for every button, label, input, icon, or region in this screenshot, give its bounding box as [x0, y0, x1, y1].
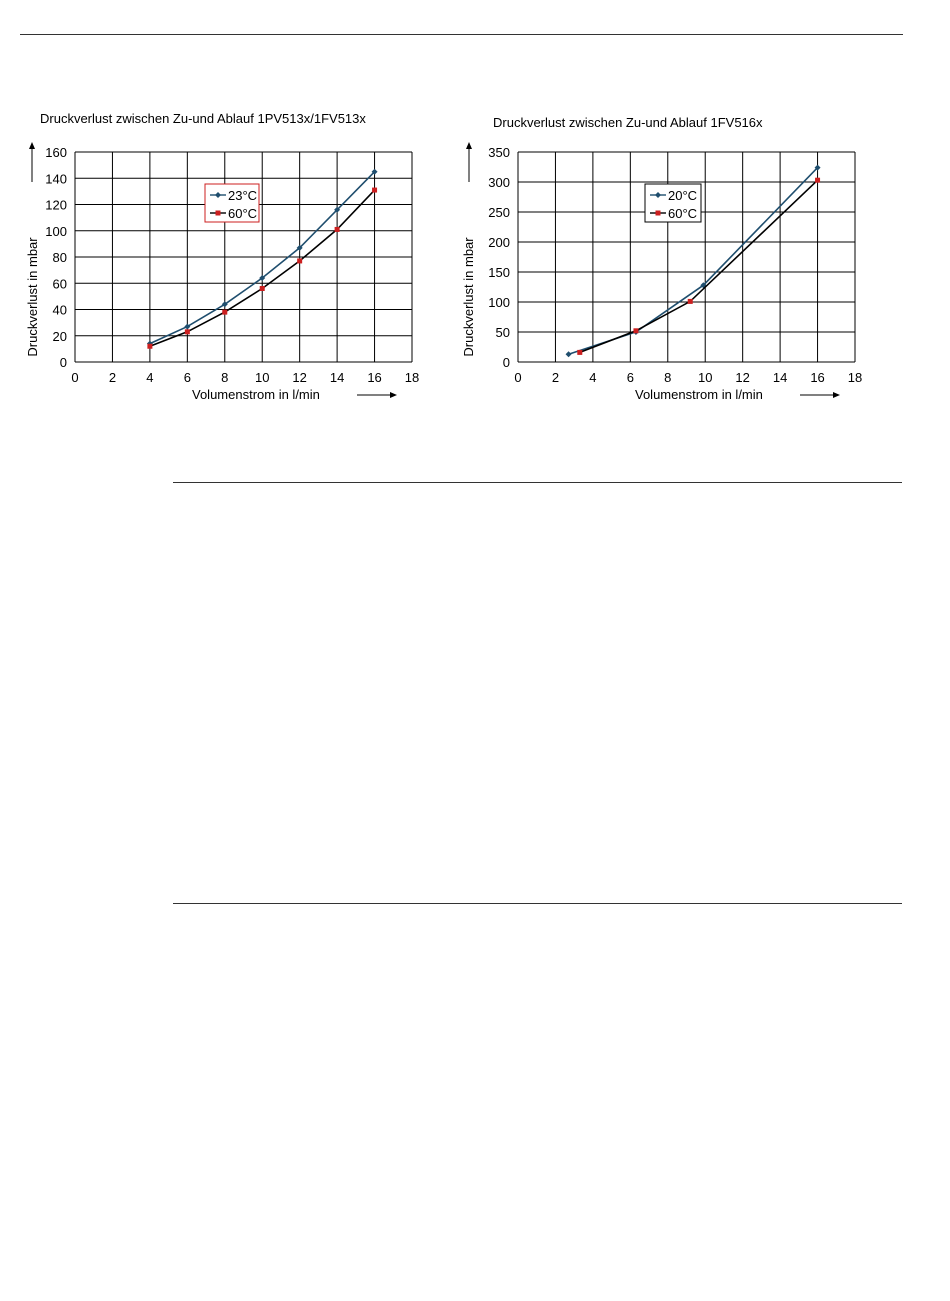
y-axis-arrow-head [466, 142, 472, 149]
y-tick-label: 80 [52, 250, 67, 265]
x-tick-label: 18 [404, 370, 420, 385]
data-point [815, 178, 820, 183]
x-tick-label: 12 [735, 370, 750, 385]
section-divider [173, 903, 902, 904]
y-tick-label: 60 [52, 276, 67, 292]
legend-label: 20°C [668, 188, 698, 203]
legend-marker [216, 211, 221, 216]
x-tick-label: 2 [108, 370, 117, 385]
x-tick-label: 6 [626, 370, 634, 385]
data-point [633, 328, 638, 333]
x-tick-label: 14 [772, 370, 788, 385]
data-point [372, 188, 377, 193]
data-point [335, 227, 340, 232]
data-point [566, 351, 572, 357]
y-tick-label: 250 [488, 205, 510, 220]
y-tick-label: 300 [488, 175, 510, 190]
y-tick-label: 20 [52, 328, 67, 344]
x-axis-arrow-head [390, 392, 397, 398]
y-tick-label: 50 [495, 325, 510, 340]
x-tick-label: 10 [697, 370, 713, 385]
legend-label: 23°C [228, 188, 258, 203]
x-axis-arrow-head [833, 392, 840, 398]
x-tick-label: 2 [551, 370, 560, 385]
y-axis-arrow-head [29, 142, 35, 149]
y-axis-label: Druckverlust in mbar [25, 237, 40, 357]
x-tick-label: 12 [292, 370, 307, 385]
x-tick-label: 6 [183, 370, 191, 385]
x-tick-label: 16 [367, 370, 382, 385]
y-tick-label: 120 [45, 197, 67, 213]
y-tick-label: 0 [59, 355, 67, 370]
y-tick-label: 100 [45, 223, 67, 239]
x-tick-label: 16 [810, 370, 825, 385]
x-tick-label: 14 [329, 370, 345, 385]
x-tick-label: 18 [847, 370, 863, 385]
y-tick-label: 140 [45, 171, 67, 187]
y-axis-label: Druckverlust in mbar [461, 237, 476, 357]
x-tick-label: 4 [589, 370, 597, 385]
legend-label: 60°C [668, 206, 698, 221]
pressure-loss-chart-1fv516x [455, 100, 895, 410]
chart-title: Druckverlust zwischen Zu-und Ablauf 1FV516x [493, 115, 763, 130]
data-point [577, 350, 582, 355]
data-point [147, 344, 152, 349]
y-tick-label: 40 [52, 302, 67, 318]
y-tick-label: 150 [488, 265, 510, 280]
y-tick-label: 0 [502, 355, 510, 370]
x-tick-label: 0 [71, 370, 79, 385]
pressure-loss-chart-1pv513x [0, 100, 440, 410]
x-tick-label: 0 [514, 370, 522, 385]
legend-marker [656, 211, 661, 216]
x-tick-label: 10 [254, 370, 270, 385]
x-tick-label: 8 [221, 370, 229, 385]
x-axis-label: Volumenstrom in l/min [192, 387, 320, 402]
y-tick-label: 200 [488, 235, 510, 250]
data-point [260, 286, 265, 291]
data-point [222, 310, 227, 315]
data-point [688, 299, 693, 304]
y-tick-label: 160 [45, 145, 67, 160]
y-tick-label: 350 [488, 145, 510, 160]
x-tick-label: 8 [664, 370, 672, 385]
x-tick-label: 4 [146, 370, 154, 385]
legend-label: 60°C [228, 206, 258, 221]
x-axis-label: Volumenstrom in l/min [635, 387, 763, 402]
chart-title: Druckverlust zwischen Zu-und Ablauf 1PV513x/1FV513x [40, 111, 366, 126]
top-divider [20, 34, 903, 35]
data-point [185, 329, 190, 334]
section-divider [173, 482, 902, 483]
y-tick-label: 100 [488, 295, 510, 310]
data-point [297, 258, 302, 263]
